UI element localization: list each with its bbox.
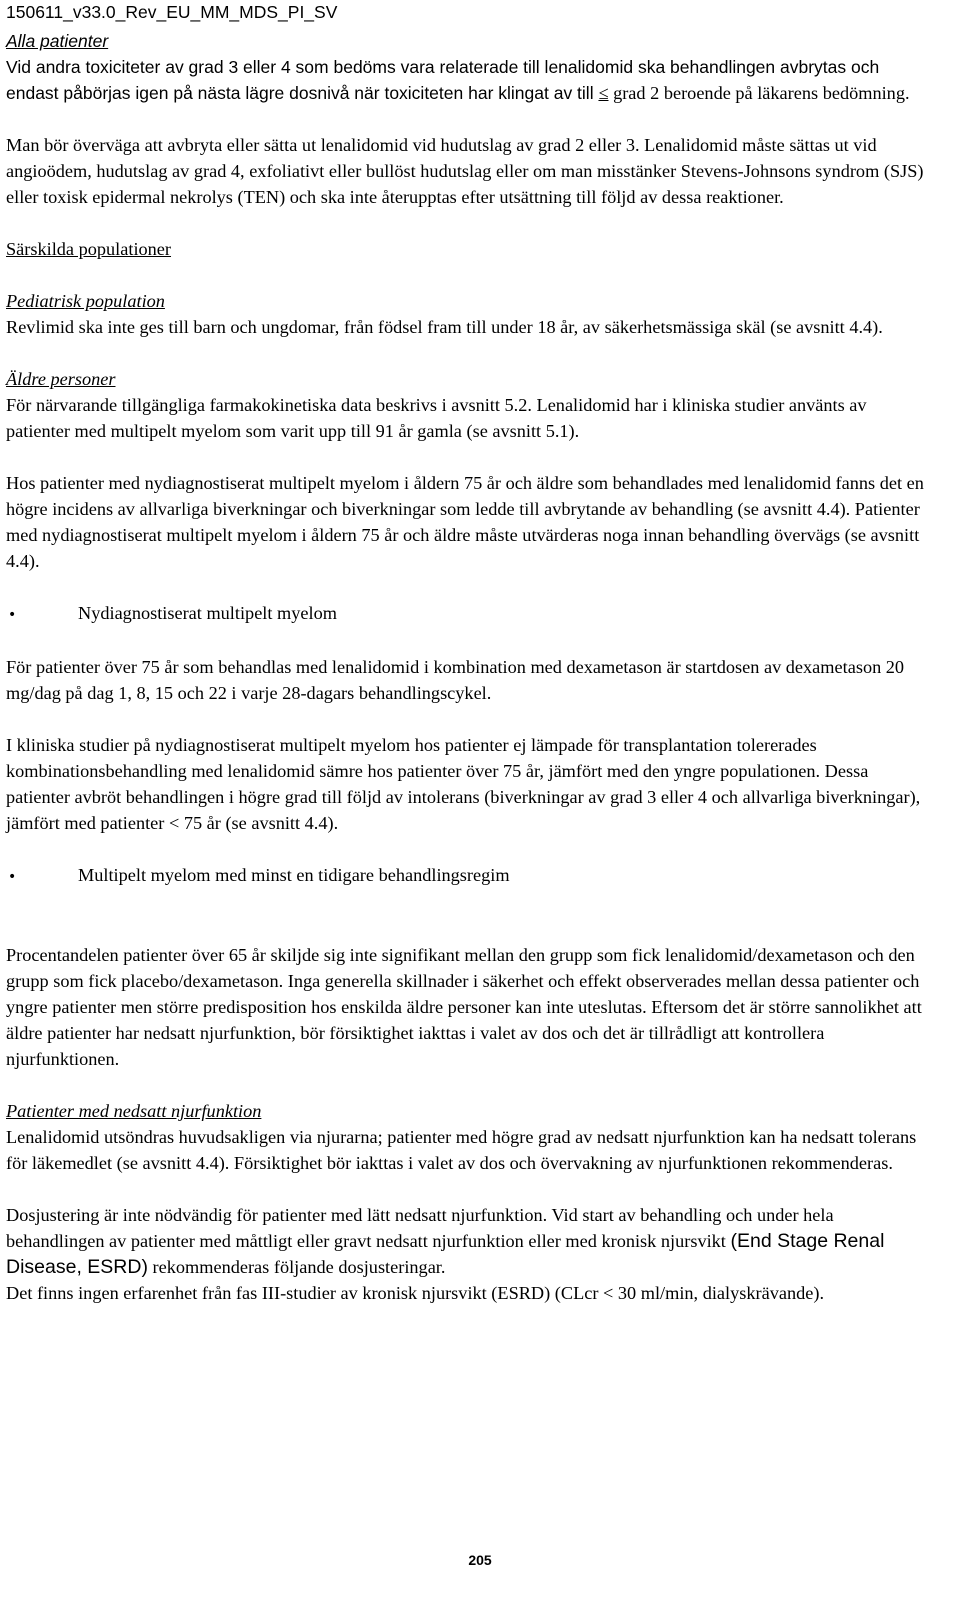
esrd-experience-text: Det finns ingen erfarenhet från fas III-studier av kronisk njursvikt (ESRD) (CLcr < 30 ml/min, dialyskrävande). — [6, 1283, 825, 1303]
bullet-ndmm-text: Nydiagnostiserat multipelt myelom — [78, 603, 337, 623]
elderly-heading: Äldre personer — [6, 369, 116, 389]
rash-paragraph: Man bör överväga att avbryta eller sätta ut lenalidomid vid hudutslag av grad 2 eller 3. Lenalidomid måste sättas ut vid angioödem, hudutslag av grad 4, exfoliativt eller bullöst hudutslag eller om man misstänker Stevens-Johnsons syndrom (SJS) eller toxisk epidermal nekrolys (TEN) och ska inte återupptas efter utsättning till följd av dessa reaktioner. — [6, 135, 924, 207]
elderly-ndmm-paragraph: Hos patienter med nydiagnostiserat multipelt myelom i åldern 75 år och äldre som behandlades med lenalidomid fanns det en högre incidens av allvarliga biverkningar och biverkningar som ledde till avbrytande av behandling (se avsnitt 4.4). Patienter med nydiagnostiserat multipelt myelom i åldern 75 år och äldre måste utvärderas noga innan behandling övervägs (se avsnitt 4.4). — [6, 473, 924, 571]
bullet-marker: • — [8, 869, 17, 885]
mm-elderly-paragraph: Procentandelen patienter över 65 år skiljde sig inte signifikant mellan den grupp som fick lenalidomid/dexametason och den grupp som fick placebo/dexametason. Inga generella skillnader i säkerhet och effekt observerades mellan dessa patienter och yngre patienter men större predisposition hos enskilda äldre personer kan inte uteslutas. Eftersom det är större sannolikhet att äldre patienter har nedsatt njurfunktion, bör försiktighet iakttas i valet av dos och det är tillrådligt att kontrollera njurfunktionen. — [6, 945, 922, 1069]
document-id: 150611_v33.0_Rev_EU_MM_MDS_PI_SV — [6, 2, 338, 22]
esrd-term: (End Stage Renal Disease, ESRD) — [6, 1230, 885, 1278]
dose-adjustment-text-end: rekommenderas följande dosjusteringar. — [147, 1257, 446, 1277]
renal-heading: Patienter med nedsatt njurfunktion — [6, 1101, 262, 1121]
bullet-marker: • — [8, 607, 17, 623]
pediatric-section — [6, 288, 930, 340]
all-patients-heading: Alla patienter — [6, 31, 109, 51]
spacer — [6, 916, 930, 942]
ndmm-dose-paragraph: För patienter över 75 år som behandlas med lenalidomid i kombination med dexametason är startdosen av dexametason 20 mg/dag på dag 1, 8, 15 och 22 i varje 28-dagars behandlingscykel. — [6, 657, 905, 703]
dose-adjustment-text-start: Dosjustering är inte nödvändig för patienter med lätt nedsatt njurfunktion. Vid start av behandling och under hela behandlingen av patienter med måttligt eller gravt nedsatt njurfunktion eller med kronisk njursvikt — [6, 1205, 834, 1251]
all-patients-text-start: Vid andra toxiciteter av grad 3 eller 4 som bedöms vara relaterade till lenalidomid ska behandlingen avbrytas och endast påbörjas igen på nästa lägre dosnivå när toxiciteten har klingat av till — [6, 57, 880, 103]
renal-section — [6, 1098, 930, 1176]
elderly-section — [6, 366, 930, 444]
special-populations-heading — [6, 236, 930, 262]
bullet-mm — [6, 862, 930, 890]
less-equal-symbol: ≤ — [598, 83, 609, 103]
dose-adjustment-paragraph — [6, 1202, 930, 1306]
bullet-ndmm — [6, 600, 930, 628]
bullet-mm-text: Multipelt myelom med minst en tidigare behandlingsregim — [78, 865, 510, 885]
special-populations-title: Särskilda populationer — [6, 239, 172, 259]
elderly-text: För närvarande tillgängliga farmakokinetiska data beskrivs i avsnitt 5.2. Lenalidomid har i kliniska studier använts av patienter med multipelt myelom som varit upp till 91 år gamla (se avsnitt 5.1). — [6, 395, 867, 441]
ndmm-tolerance-paragraph: I kliniska studier på nydiagnostiserat multipelt myelom hos patienter ej lämpade för transplantation tolererades kombinationsbehandling med lenalidomid sämre hos patienter över 75 år, jämfört med den yngre populationen. Dessa patienter avbröt behandlingen i högre grad till följd av intolerans (biverkningar av grad 3 eller 4 och allvarliga biverkningar), jämfört med patienter < 75 år (se avsnitt 4.4). — [6, 735, 921, 833]
pediatric-text: Revlimid ska inte ges till barn och ungdomar, från födsel fram till under 18 år, av säkerhetsmässiga skäl (se avsnitt 4.4). — [6, 317, 883, 337]
all-patients-section — [6, 28, 930, 106]
page-number: 205 — [468, 1552, 492, 1568]
renal-text: Lenalidomid utsöndras huvudsakligen via njurarna; patienter med högre grad av nedsatt njurfunktion kan ha nedsatt tolerans för läkemedlet (se avsnitt 4.4). Försiktighet bör iakttas i valet av dos och övervakning av njurfunktionen rekommenderas. — [6, 1127, 917, 1173]
all-patients-text-end: grad 2 beroende på läkarens bedömning. — [608, 83, 910, 103]
pediatric-heading: Pediatrisk population — [6, 291, 165, 311]
